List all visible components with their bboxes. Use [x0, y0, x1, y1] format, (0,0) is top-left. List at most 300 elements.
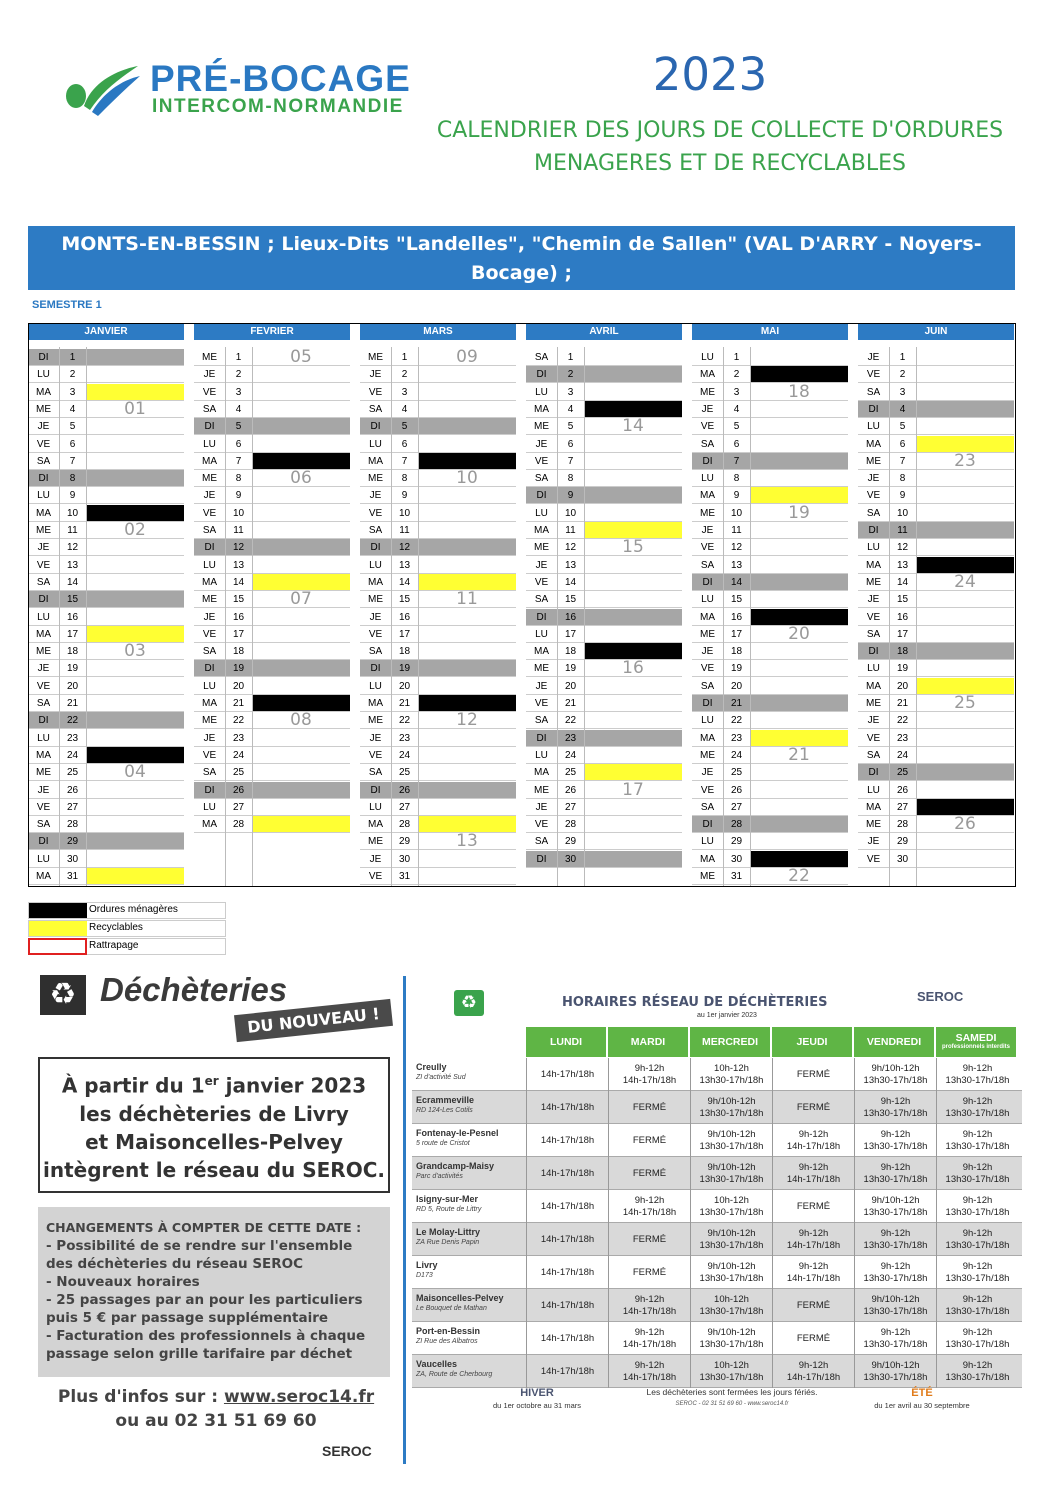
day-row [858, 591, 1014, 608]
day-cell [252, 366, 350, 383]
day-name: ME [360, 470, 391, 487]
day-row [858, 349, 1014, 366]
day-number: 27 [723, 799, 750, 816]
day-row [360, 730, 516, 747]
day-number: 6 [557, 436, 584, 453]
day-cell [418, 643, 516, 660]
day-cell [916, 747, 1014, 764]
day-row [194, 609, 350, 626]
grid-line [750, 347, 751, 887]
day-row [858, 660, 1014, 677]
day-number: 4 [723, 401, 750, 418]
day-cell [750, 764, 848, 781]
day-number: 30 [557, 851, 584, 868]
day-cell [252, 401, 350, 418]
day-name: ME [194, 712, 225, 729]
day-number: 12 [391, 539, 418, 556]
week-number: 07 [290, 589, 312, 610]
week-number: 01 [124, 398, 146, 419]
day-cell [916, 470, 1014, 487]
day-number: 17 [723, 626, 750, 643]
day-name: ME [692, 747, 723, 764]
day-number: 21 [225, 695, 252, 712]
opening-hours-cell: 9h/10h-12h 13h30-17h/18h [690, 1223, 772, 1256]
day-name: JE [692, 401, 723, 418]
day-number: 30 [723, 851, 750, 868]
day-name: MA [692, 487, 723, 504]
day-number: 12 [723, 539, 750, 556]
day-name: SA [28, 453, 59, 470]
day-number: 4 [889, 401, 916, 418]
week-number: 05 [290, 347, 312, 367]
day-name: MA [194, 574, 225, 591]
day-row [194, 816, 350, 833]
day-row [526, 453, 682, 470]
day-name: MA [194, 453, 225, 470]
day-row [194, 522, 350, 539]
grid-line [557, 347, 558, 887]
announcement-line4: intègrent le réseau du SEROC. [43, 1157, 385, 1182]
day-number: 9 [723, 487, 750, 504]
day-name: JE [526, 678, 557, 695]
day-name: LU [360, 557, 391, 574]
day-name: SA [692, 557, 723, 574]
day-row [360, 747, 516, 764]
day-number: 16 [225, 609, 252, 626]
day-header-label: LUNDI [549, 1036, 583, 1048]
day-row [28, 799, 184, 816]
day-number: 22 [889, 712, 916, 729]
legend [28, 902, 226, 956]
day-name: SA [526, 470, 557, 487]
week-number: 25 [954, 693, 976, 713]
day-row [28, 851, 184, 868]
day-name: LU [858, 539, 889, 556]
day-row [28, 349, 184, 366]
day-row [28, 695, 184, 712]
decheterie-address: ZI Rue des Albatros [416, 1338, 478, 1345]
day-name: SA [526, 591, 557, 608]
day-number: 14 [889, 574, 916, 591]
opening-hours-cell: 9h-12h 13h30-17h/18h [936, 1058, 1018, 1091]
day-number: 26 [889, 782, 916, 799]
day-number: 5 [723, 418, 750, 435]
day-number: 31 [391, 868, 418, 885]
day-number: 19 [391, 660, 418, 677]
hiver-label: HIVER [520, 1387, 554, 1399]
day-number: 19 [723, 660, 750, 677]
recycling-person-icon: ♻ [40, 975, 86, 1015]
day-row [194, 557, 350, 574]
day-row [194, 626, 350, 643]
day-number: 13 [59, 557, 86, 574]
day-row [194, 436, 350, 453]
day-number: 10 [557, 505, 584, 522]
day-cell [584, 574, 682, 591]
day-row [360, 522, 516, 539]
day-name: JE [194, 730, 225, 747]
day-name: JE [526, 557, 557, 574]
day-number: 20 [225, 678, 252, 695]
opening-hours-cell: 14h-17h/18h [526, 1058, 608, 1091]
day-number: 25 [889, 764, 916, 781]
day-name: LU [858, 418, 889, 435]
day-number: 4 [391, 401, 418, 418]
day-cell [916, 418, 1014, 435]
day-name: ME [692, 868, 723, 885]
day-name: MA [28, 505, 59, 522]
day-name: JE [858, 833, 889, 850]
day-row [692, 678, 848, 695]
day-name: MA [28, 384, 59, 401]
day-name: LU [28, 609, 59, 626]
decheterie-address: RD 5, Route de Littry [416, 1206, 482, 1213]
day-name: MA [360, 816, 391, 833]
day-name: ME [526, 660, 557, 677]
opening-hours-cell: 9h-12h 14h-17h/18h [772, 1355, 854, 1388]
day-name: ME [858, 574, 889, 591]
day-name: SA [858, 747, 889, 764]
day-cell [584, 695, 682, 712]
day-number: 5 [391, 418, 418, 435]
opening-hours-cell: 10h-12h 13h30-17h/18h [690, 1058, 772, 1091]
decheterie-row [412, 1058, 1022, 1091]
day-number: 24 [557, 747, 584, 764]
day-name: SA [692, 436, 723, 453]
day-number: 26 [225, 782, 252, 799]
day-name: LU [360, 678, 391, 695]
day-cell [252, 436, 350, 453]
day-header-label: JEUDI [796, 1036, 828, 1048]
day-row [194, 782, 350, 799]
calendar-title [420, 114, 1020, 180]
day-row [692, 401, 848, 418]
day-name: VE [526, 574, 557, 591]
day-row [28, 418, 184, 435]
grid-line [225, 347, 226, 887]
day-number: 23 [557, 730, 584, 747]
day-number: 4 [557, 401, 584, 418]
change-item: - Facturation des professionnels à chaque passage selon grille tarifaire par déchet [46, 1328, 366, 1362]
day-number: 9 [889, 487, 916, 504]
day-number: 19 [557, 660, 584, 677]
day-number: 11 [557, 522, 584, 539]
opening-hours-cell: 14h-17h/18h [526, 1124, 608, 1157]
day-number: 25 [723, 764, 750, 781]
day-name: VE [858, 487, 889, 504]
day-number: 3 [225, 384, 252, 401]
day-cell [916, 833, 1014, 850]
day-number: 4 [225, 401, 252, 418]
day-row [858, 833, 1014, 850]
day-number: 12 [225, 539, 252, 556]
week-number: 11 [456, 589, 478, 610]
change-item: - Nouveaux horaires [46, 1274, 200, 1290]
grid-line [889, 347, 890, 887]
day-name: LU [28, 851, 59, 868]
day-cell [916, 349, 1014, 366]
day-row [360, 626, 516, 643]
opening-hours-cell: 9h/10h-12h 13h30-17h/18h [690, 1256, 772, 1289]
decheterie-row [412, 1355, 1022, 1388]
day-name: ME [526, 418, 557, 435]
week-number: 24 [954, 571, 976, 592]
day-name: LU [360, 799, 391, 816]
day-number: 2 [59, 366, 86, 383]
opening-hours-cell: 9h-12h 13h30-17h/18h [936, 1289, 1018, 1322]
day-number: 19 [889, 660, 916, 677]
opening-hours-cell: FERMÉ [772, 1091, 854, 1124]
day-number: 8 [59, 470, 86, 487]
day-row [194, 505, 350, 522]
week-number: 12 [456, 710, 478, 731]
day-row [360, 851, 516, 868]
day-cell [584, 609, 682, 626]
day-number: 22 [723, 712, 750, 729]
opening-hours-cell: 10h-12h 13h30-17h/18h [690, 1355, 772, 1388]
day-cell [86, 470, 184, 487]
day-cell [86, 799, 184, 816]
day-row [692, 574, 848, 591]
day-row [194, 678, 350, 695]
day-cell [252, 799, 350, 816]
opening-hours-cell: FERMÉ [608, 1256, 690, 1289]
day-name: SA [28, 816, 59, 833]
legend-rattrapage-label: Rattrapage [89, 940, 139, 951]
horaires-subtitle: au 1er janvier 2023 [697, 1012, 757, 1019]
day-number: 16 [59, 609, 86, 626]
grid-line [418, 347, 419, 887]
collect-rec-cell [86, 868, 184, 885]
day-row [526, 626, 682, 643]
day-name: JE [858, 470, 889, 487]
more-info [30, 1385, 402, 1433]
day-cell [584, 487, 682, 504]
opening-hours-cell: 9h-12h 13h30-17h/18h [936, 1256, 1018, 1289]
day-name: VE [28, 678, 59, 695]
day-cell [418, 436, 516, 453]
day-name: SA [360, 401, 391, 418]
announcement-line3: et Maisoncelles-Pelvey [85, 1129, 343, 1154]
decheterie-name: Livry [416, 1260, 438, 1270]
day-number: 27 [225, 799, 252, 816]
day-name: DI [526, 609, 557, 626]
opening-hours-cell: 9h/10h-12h 13h30-17h/18h [854, 1289, 936, 1322]
grid-line [584, 347, 585, 887]
opening-hours-cell: 9h-12h 13h30-17h/18h [854, 1091, 936, 1124]
opening-hours-cell: 9h/10h-12h 13h30-17h/18h [854, 1058, 936, 1091]
day-row [360, 436, 516, 453]
day-name: VE [692, 782, 723, 799]
day-cell [418, 851, 516, 868]
day-cell [86, 609, 184, 626]
day-number: 28 [391, 816, 418, 833]
day-name: SA [28, 574, 59, 591]
day-number: 25 [59, 764, 86, 781]
day-name: SA [858, 505, 889, 522]
day-name: DI [28, 591, 59, 608]
day-header [690, 1027, 772, 1057]
day-number: 11 [723, 522, 750, 539]
day-number: 6 [391, 436, 418, 453]
opening-hours-cell: 9h/10h-12h 13h30-17h/18h [854, 1190, 936, 1223]
day-number: 29 [391, 833, 418, 850]
logo-leaf-icon [62, 62, 142, 118]
day-number: 10 [59, 505, 86, 522]
day-cell [418, 557, 516, 574]
day-name: DI [360, 782, 391, 799]
day-number: 15 [889, 591, 916, 608]
opening-hours-cell: 9h-12h 13h30-17h/18h [936, 1124, 1018, 1157]
day-cell [252, 557, 350, 574]
day-number: 29 [557, 833, 584, 850]
day-cell [418, 678, 516, 695]
day-name: VE [194, 505, 225, 522]
day-number: 22 [225, 712, 252, 729]
day-name: DI [858, 522, 889, 539]
opening-hours-cell: 10h-12h 13h30-17h/18h [690, 1190, 772, 1223]
day-name: DI [360, 539, 391, 556]
day-number: 1 [225, 349, 252, 366]
day-row [526, 833, 682, 850]
grid-line [916, 347, 917, 887]
day-cell [86, 436, 184, 453]
day-row [692, 436, 848, 453]
day-number: 20 [557, 678, 584, 695]
day-header-label: SAMEDI [955, 1032, 997, 1044]
day-cell [750, 470, 848, 487]
day-row [360, 764, 516, 781]
day-number: 29 [889, 833, 916, 850]
announcement-box [38, 1057, 390, 1193]
day-row [28, 487, 184, 504]
opening-hours-cell: FERMÉ [772, 1289, 854, 1322]
day-cell [418, 487, 516, 504]
day-cell [916, 764, 1014, 781]
day-name: SA [692, 678, 723, 695]
day-row [692, 539, 848, 556]
day-cell [916, 660, 1014, 677]
day-cell [418, 747, 516, 764]
day-cell [750, 557, 848, 574]
day-number: 7 [889, 453, 916, 470]
day-number: 12 [59, 539, 86, 556]
day-name: MA [28, 626, 59, 643]
day-number: 6 [723, 436, 750, 453]
decheterie-address: 5 route de Cristot [416, 1140, 470, 1147]
day-number: 28 [557, 816, 584, 833]
day-number: 29 [59, 833, 86, 850]
collection-calendar [28, 323, 1016, 887]
day-number: 5 [225, 418, 252, 435]
day-number: 14 [391, 574, 418, 591]
day-cell [916, 539, 1014, 556]
month-column [858, 323, 1014, 887]
day-row [858, 851, 1014, 868]
day-number: 27 [557, 799, 584, 816]
change-item: - Possibilité de se rendre sur l'ensemble des déchèteries du réseau SEROC [46, 1238, 353, 1272]
day-number: 13 [225, 557, 252, 574]
ferie-note: Les déchèteries sont fermées les jours fériés. [646, 1387, 818, 1397]
day-cell [86, 695, 184, 712]
day-name: SA [194, 401, 225, 418]
day-row [194, 643, 350, 660]
day-header-label: MERCREDI [701, 1036, 758, 1048]
week-number: 10 [456, 468, 478, 489]
day-number: 7 [391, 453, 418, 470]
day-number: 12 [557, 539, 584, 556]
day-name: LU [692, 349, 723, 366]
day-row [692, 695, 848, 712]
day-name: ME [360, 712, 391, 729]
seroc-logo: SEROC [917, 989, 964, 1004]
day-number: 14 [723, 574, 750, 591]
week-number: 26 [954, 814, 976, 835]
day-number: 21 [723, 695, 750, 712]
day-name: DI [692, 453, 723, 470]
decheterie-row [412, 1190, 1022, 1223]
decheterie-address: Parc d'activités [416, 1173, 463, 1180]
week-number: 09 [456, 347, 478, 367]
day-number: 11 [59, 522, 86, 539]
day-number: 14 [557, 574, 584, 591]
day-row [692, 418, 848, 435]
opening-hours-cell: 9h/10h-12h 13h30-17h/18h [854, 1355, 936, 1388]
day-cell [418, 401, 516, 418]
day-cell [252, 782, 350, 799]
day-name: VE [360, 384, 391, 401]
day-cell [584, 851, 682, 868]
day-name: LU [858, 782, 889, 799]
legend-rattrapage [28, 938, 226, 955]
day-number: 15 [723, 591, 750, 608]
day-name: MA [194, 695, 225, 712]
day-cell [584, 470, 682, 487]
day-number: 9 [59, 487, 86, 504]
day-number: 3 [723, 384, 750, 401]
day-cell [916, 712, 1014, 729]
day-number: 21 [59, 695, 86, 712]
day-cell [418, 505, 516, 522]
day-name: SA [194, 643, 225, 660]
day-number: 15 [225, 591, 252, 608]
day-cell [750, 539, 848, 556]
month-column [360, 323, 516, 887]
decheterie-address: D173 [416, 1272, 433, 1279]
day-row [28, 868, 184, 885]
day-number: 13 [391, 557, 418, 574]
day-name: ME [360, 591, 391, 608]
day-row [194, 418, 350, 435]
day-row [692, 557, 848, 574]
opening-hours-cell: 14h-17h/18h [526, 1190, 608, 1223]
seroc-link[interactable]: www.seroc14.fr [223, 1387, 375, 1407]
decheterie-name: Vaucelles [416, 1359, 458, 1369]
day-number: 7 [225, 453, 252, 470]
day-header-label: VENDREDI [866, 1036, 922, 1048]
day-cell [86, 660, 184, 677]
day-row [526, 557, 682, 574]
day-name: JE [28, 539, 59, 556]
day-name: MA [858, 799, 889, 816]
day-row [692, 470, 848, 487]
day-name: JE [858, 712, 889, 729]
opening-hours-cell: 14h-17h/18h [526, 1289, 608, 1322]
day-name: DI [692, 574, 723, 591]
hiver-dates: du 1er octobre au 31 mars [493, 1401, 581, 1410]
day-name: JE [692, 643, 723, 660]
week-number: 22 [788, 866, 810, 886]
